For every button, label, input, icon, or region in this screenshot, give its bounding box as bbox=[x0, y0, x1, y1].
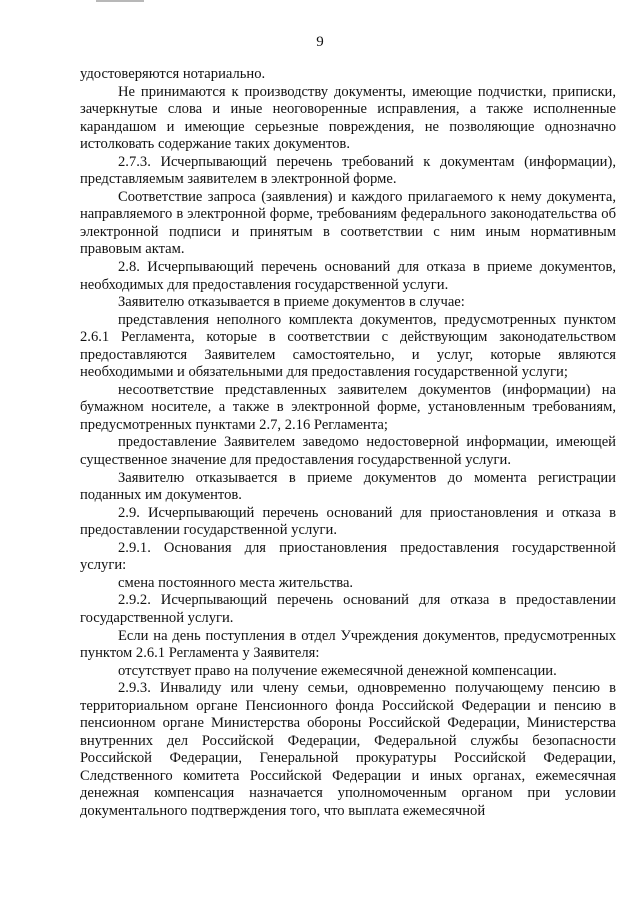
paragraph-11: 2.9. Исчерпывающий перечень оснований для приостановления и отказа в предоставлении государственной услуги. bbox=[80, 504, 616, 539]
paragraph-9: предоставление Заявителем заведомо недостоверной информации, имеющей существенное значение для предоставления государственной услуги. bbox=[80, 434, 616, 469]
paragraph-15: Если на день поступления в отдел Учреждения документов, предусмотренных пунктом 2.6.1 Регламента у Заявителя: bbox=[80, 627, 616, 662]
paragraph-8: несоответствие представленных заявителем документов (информации) на бумажном носителе, а также в электронной форме, установленным требованиям, предусмотренных пунктами 2.7, 2.16 Регламента; bbox=[80, 381, 616, 433]
paragraph-10: Заявителю отказывается в приеме документов до момента регистрации поданных им документов. bbox=[80, 469, 616, 504]
paragraph-1: удостоверяются нотариально. bbox=[80, 66, 266, 82]
paragraph-14: 2.9.2. Исчерпывающий перечень оснований для отказа в предоставлении государственной услуги. bbox=[80, 592, 616, 626]
scan-edge-mark bbox=[96, 0, 144, 2]
paragraph-12: 2.9.1. Основания для приостановления предоставления государственной услуги: bbox=[80, 539, 616, 574]
page-number: 9 bbox=[316, 34, 324, 50]
paragraph-4: Соответствие запроса (заявления) и каждого прилагаемого к нему документа, направляемого в электронной форме, требованиям федерального законодательства об электронной подписи и принятым в соответствии с ним иным нормативным правовым актам. bbox=[80, 188, 616, 258]
paragraph-5: 2.8. Исчерпывающий перечень оснований для отказа в приеме документов, необходимых для предоставления государственной услуги. bbox=[80, 259, 616, 293]
paragraph-16: отсутствует право на получение ежемесячной денежной компенсации. bbox=[118, 662, 557, 679]
paragraph-6: Заявителю отказывается в приеме документов в случае: bbox=[118, 294, 465, 311]
paragraph-17: 2.9.3. Инвалиду или члену семьи, одновременно получающему пенсию в территориальном органе Пенсионного фонда Российской Федерации и пенсию в пенсионном органе Министерства обороны Российской Федерации, Министерства внутренних дел Российской Федерации, Федеральной службы безопасности Российской Федерации, Генеральной прокуратуры Российской Федерации, Следственного комитета Российской Федерации и иных органах, ежемесячная денежная компенсация назначается уполномоченным органом при условии документального подтверждения того, что выплата ежемесячной bbox=[80, 680, 616, 819]
paragraph-2: Не принимаются к производству документы, имеющие подчистки, приписки, зачеркнутые слова и иные неоговоренные исправления, а также исполненные карандашом и имеющие серьезные повреждения, не позволяющие однозначно истолковать содержание таких документов. bbox=[80, 83, 616, 153]
paragraph-7: представления неполного комплекта документов, предусмотренных пунктом 2.6.1 Регламента, которые в соответствии с действующим законодательством предоставляются Заявителем самостоятельно, и услуг, которые являются необходимыми и обязательными для предоставления государственной услуги; bbox=[80, 311, 616, 381]
paragraph-3: 2.7.3. Исчерпывающий перечень требований к документам (информации), представляемым заявителем в электронной форме. bbox=[80, 153, 616, 188]
document-body bbox=[80, 66, 616, 821]
paragraph-13: смена постоянного места жительства. bbox=[118, 574, 354, 591]
